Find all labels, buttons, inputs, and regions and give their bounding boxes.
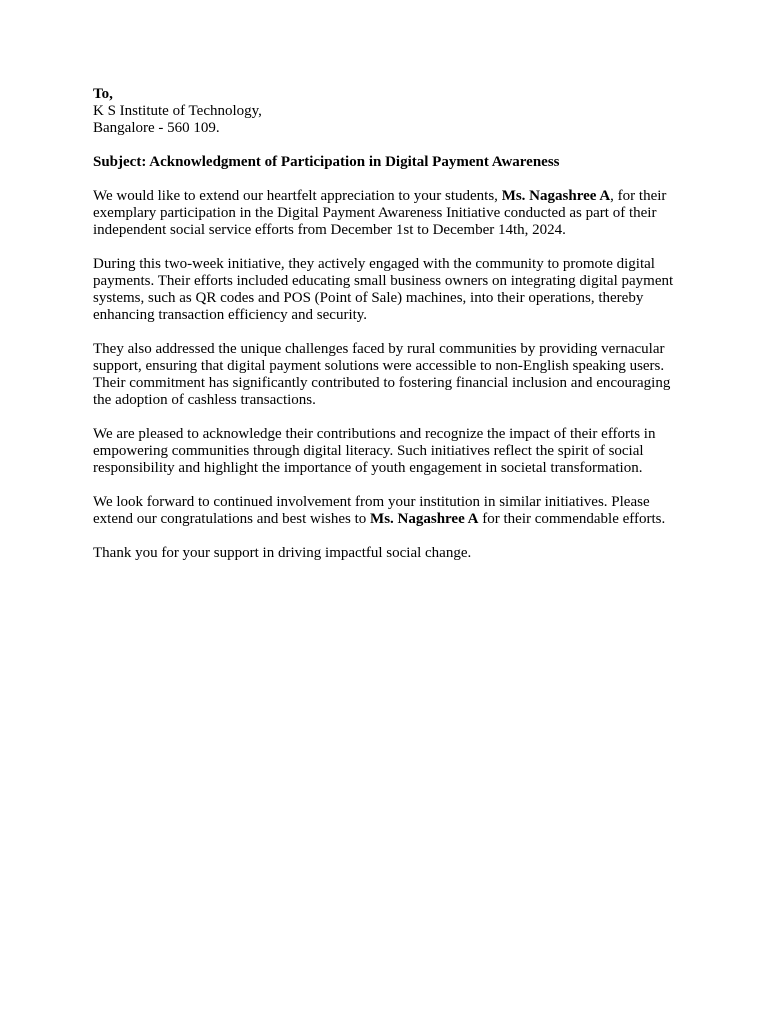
paragraph-acknowledgment: We are pleased to acknowledge their contributions and recognize the impact of their efforts in empowering communities through digital literacy. Such initiatives reflect the spirit of social responsibility and highlight the importance of youth engagement in societal transformation. <box>93 426 656 476</box>
paragraph-appreciation-text-start: We would like to extend our heartfelt appreciation to your students, <box>93 188 502 204</box>
address-line-1: K S Institute of Technology, <box>93 103 262 119</box>
letter-body <box>93 86 683 562</box>
paragraph-thanks: Thank you for your support in driving impactful social change. <box>93 545 472 561</box>
recipient-block <box>93 86 683 137</box>
salutation: To, <box>93 86 113 102</box>
student-name: Ms. Nagashree A <box>501 188 611 204</box>
subject-line: Subject: Acknowledgment of Participation in Digital Payment Awareness <box>93 154 560 170</box>
paragraph-initiative: During this two-week initiative, they actively engaged with the community to promote digital payments. Their efforts included educating small business owners on integrating digital payment systems, such as QR codes and POS (Point of Sale) machines, into their operations, thereby enhancing transaction efficiency and security. <box>93 256 674 323</box>
paragraph-future-text-start: We look forward to continued involvement from your institution in similar initiatives. Please extend our congratulations and best wishes to <box>93 494 650 527</box>
paragraph-appreciation <box>93 188 683 239</box>
paragraph-rural-support: They also addressed the unique challenges faced by rural communities by providing vernacular support, ensuring that digital payment solutions were accessible to non-English speaking users. Their commitment has significantly contributed to fostering financial inclusion and encouraging the adoption of cashless transactions. <box>93 341 671 408</box>
student-name-closing: Ms. Nagashree A <box>370 511 479 527</box>
address-line-2: Bangalore - 560 109. <box>93 120 220 136</box>
paragraph-appreciation-text-end: , for their exemplary participation in the Digital Payment Awareness Initiative conducted as part of their independent social service efforts from December 1st to December 14th, 2024. <box>93 188 667 238</box>
paragraph-future-text-end: for their commendable efforts. <box>478 511 666 527</box>
paragraph-future <box>93 494 683 528</box>
